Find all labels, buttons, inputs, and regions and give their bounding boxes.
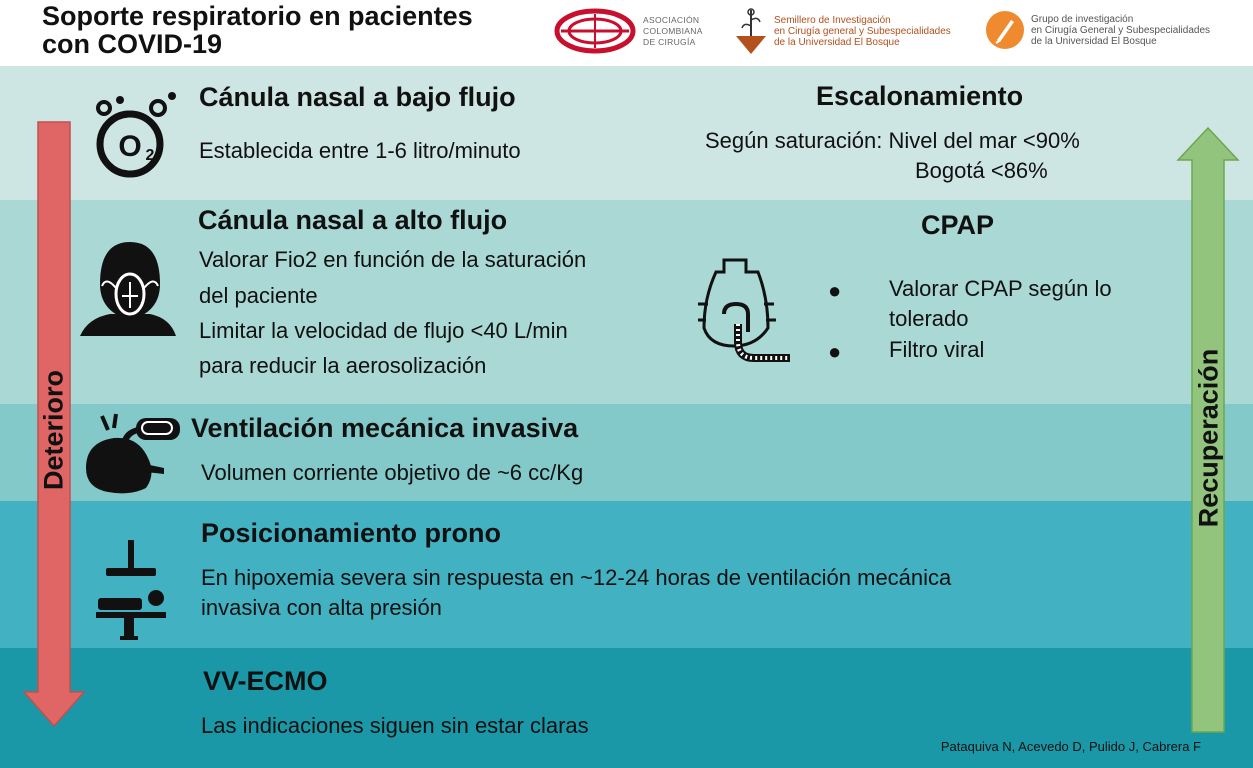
prone-line1: En hipoxemia severa sin respuesta en ~12-24 horas de ventilación mecánica bbox=[201, 565, 952, 590]
high-flow-line4: para reducir la aerosolización bbox=[199, 353, 487, 378]
cpap-bullet-1-line1: Valorar CPAP según lo bbox=[889, 276, 1112, 301]
prone-title: Posicionamiento prono bbox=[201, 518, 502, 548]
svg-text:2: 2 bbox=[145, 147, 155, 164]
page-title bbox=[42, 2, 473, 58]
escalation-line1: Según saturación: Nivel del mar <90% bbox=[705, 128, 1080, 153]
escalation-line2: Bogotá <86% bbox=[915, 158, 1048, 183]
semillero-logo: Semillero de Investigación en Cirugía general y Subespecialidades de la Universidad El Bosque bbox=[734, 6, 951, 56]
intubation-icon bbox=[80, 412, 186, 496]
svg-text:O: O bbox=[118, 130, 142, 163]
face-mask-icon bbox=[80, 236, 176, 336]
cpap-title: CPAP bbox=[921, 210, 995, 240]
high-flow-line1: Valorar Fio2 en función de la saturación bbox=[199, 247, 587, 272]
band-high-flow bbox=[0, 200, 1253, 404]
page-title-line2: con COVID-19 bbox=[42, 29, 223, 59]
author-credit: Pataquiva N, Acevedo D, Pulido J, Cabrera F bbox=[940, 739, 1201, 754]
grupo-logo-icon bbox=[985, 10, 1025, 50]
header bbox=[0, 0, 1253, 66]
invasive-title: Ventilación mecánica invasiva bbox=[191, 413, 579, 443]
deterioration-label: Deterioro bbox=[38, 369, 69, 491]
low-flow-title: Cánula nasal a bajo flujo bbox=[199, 82, 516, 112]
band-invasive bbox=[0, 404, 1253, 501]
prone-line2: invasiva con alta presión bbox=[201, 595, 442, 620]
cpap-bullet-dot-2: ● bbox=[828, 339, 842, 364]
acc-logo-icon bbox=[553, 6, 637, 56]
ecmo-text: Las indicaciones siguen sin estar claras bbox=[201, 713, 589, 738]
invasive-text: Volumen corriente objetivo de ~6 cc/Kg bbox=[201, 460, 584, 485]
page-title-line1: Soporte respiratorio en pacientes bbox=[42, 1, 473, 31]
cpap-mask-icon bbox=[696, 254, 792, 364]
oxygen-icon bbox=[86, 90, 178, 182]
escalation-title: Escalonamiento bbox=[816, 81, 1024, 111]
semillero-logo-icon bbox=[734, 6, 768, 56]
high-flow-line3: Limitar la velocidad de flujo <40 L/min bbox=[199, 318, 568, 343]
cpap-bullet-1-line2: tolerado bbox=[889, 306, 969, 331]
cpap-bullet-2-line1: Filtro viral bbox=[889, 337, 985, 362]
acc-logo: ASOCIACIÓN COLOMBIANA DE CIRUGÍA bbox=[553, 6, 703, 56]
high-flow-title: Cánula nasal a alto flujo bbox=[198, 205, 508, 235]
cpap-bullet-dot-1: ● bbox=[828, 278, 842, 303]
low-flow-text: Establecida entre 1-6 litro/minuto bbox=[199, 138, 521, 163]
high-flow-line2: del paciente bbox=[199, 283, 318, 308]
prone-bed-icon bbox=[94, 538, 170, 642]
ecmo-title: VV-ECMO bbox=[203, 666, 328, 696]
recovery-label: Recuperación bbox=[1193, 348, 1224, 528]
grupo-logo: Grupo de investigación en Cirugía General y Subespecialidades de la Universidad El Bosque bbox=[985, 10, 1210, 50]
